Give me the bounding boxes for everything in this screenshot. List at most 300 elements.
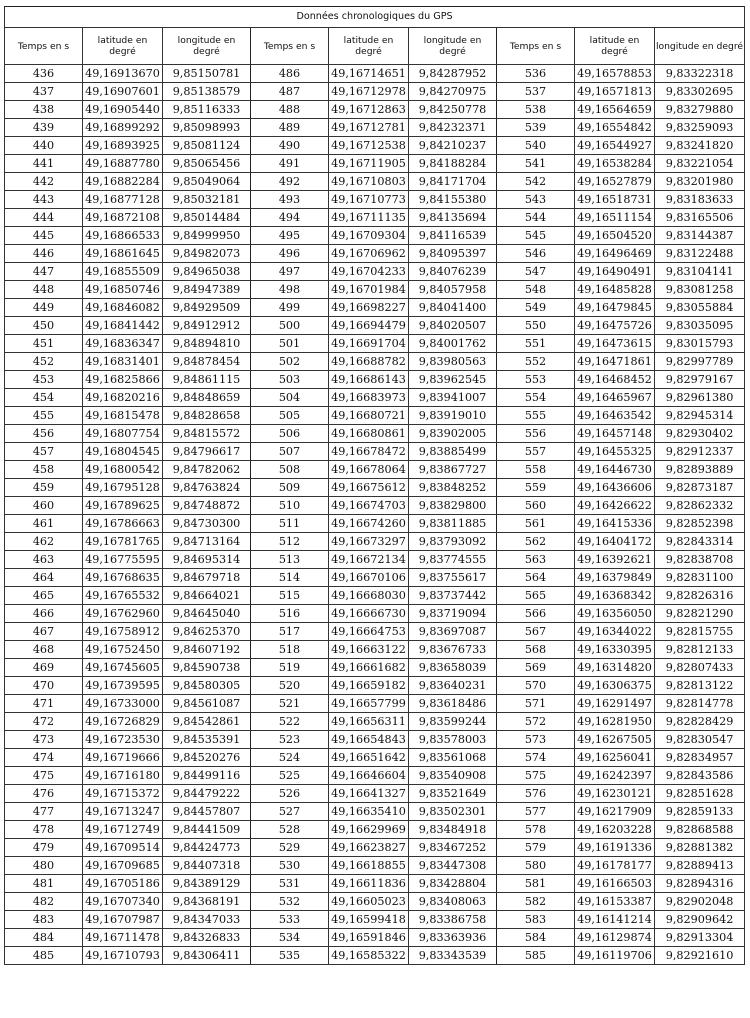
longitude-cell: 9,83144387	[655, 227, 745, 245]
table-row	[5, 551, 745, 569]
time-cell: 526	[251, 785, 329, 803]
longitude-cell: 9,83122488	[655, 245, 745, 263]
time-cell: 443	[5, 191, 83, 209]
longitude-cell: 9,82913304	[655, 929, 745, 947]
header-time: Temps en s	[497, 28, 575, 65]
longitude-cell: 9,83774555	[409, 551, 497, 569]
longitude-cell: 9,84748872	[163, 497, 251, 515]
latitude-cell: 49,16674260	[329, 515, 409, 533]
latitude-cell: 49,16666730	[329, 605, 409, 623]
time-cell: 553	[497, 371, 575, 389]
latitude-cell: 49,16820216	[83, 389, 163, 407]
longitude-cell: 9,85150781	[163, 65, 251, 83]
longitude-cell: 9,84912912	[163, 317, 251, 335]
longitude-cell: 9,85014484	[163, 209, 251, 227]
latitude-cell: 49,16846082	[83, 299, 163, 317]
time-cell: 537	[497, 83, 575, 101]
latitude-cell: 49,16635410	[329, 803, 409, 821]
time-cell: 582	[497, 893, 575, 911]
latitude-cell: 49,16504520	[575, 227, 655, 245]
time-cell: 557	[497, 443, 575, 461]
latitude-cell: 49,16670106	[329, 569, 409, 587]
longitude-cell: 9,83540908	[409, 767, 497, 785]
table-row	[5, 263, 745, 281]
time-cell: 465	[5, 587, 83, 605]
time-cell: 541	[497, 155, 575, 173]
longitude-cell: 9,84580305	[163, 677, 251, 695]
latitude-cell: 49,16688782	[329, 353, 409, 371]
time-cell: 478	[5, 821, 83, 839]
time-cell: 521	[251, 695, 329, 713]
time-cell: 485	[5, 947, 83, 965]
longitude-cell: 9,82807433	[655, 659, 745, 677]
latitude-cell: 49,16291497	[575, 695, 655, 713]
latitude-cell: 49,16716180	[83, 767, 163, 785]
longitude-cell: 9,83279880	[655, 101, 745, 119]
latitude-cell: 49,16825866	[83, 371, 163, 389]
longitude-cell: 9,84763824	[163, 479, 251, 497]
latitude-cell: 49,16659182	[329, 677, 409, 695]
latitude-cell: 49,16585322	[329, 947, 409, 965]
table-row	[5, 65, 745, 83]
latitude-cell: 49,16554842	[575, 119, 655, 137]
latitude-cell: 49,16872108	[83, 209, 163, 227]
time-cell: 581	[497, 875, 575, 893]
header-row	[5, 28, 745, 65]
latitude-cell: 49,16471861	[575, 353, 655, 371]
latitude-cell: 49,16641327	[329, 785, 409, 803]
time-cell: 503	[251, 371, 329, 389]
latitude-cell: 49,16831401	[83, 353, 163, 371]
time-cell: 436	[5, 65, 83, 83]
longitude-cell: 9,84368191	[163, 893, 251, 911]
longitude-cell: 9,84389129	[163, 875, 251, 893]
time-cell: 502	[251, 353, 329, 371]
longitude-cell: 9,84607192	[163, 641, 251, 659]
time-cell: 511	[251, 515, 329, 533]
longitude-cell: 9,82813122	[655, 677, 745, 695]
latitude-cell: 49,16623827	[329, 839, 409, 857]
latitude-cell: 49,16629969	[329, 821, 409, 839]
longitude-cell: 9,83719094	[409, 605, 497, 623]
longitude-cell: 9,84796617	[163, 443, 251, 461]
table-row	[5, 371, 745, 389]
time-cell: 576	[497, 785, 575, 803]
latitude-cell: 49,16675612	[329, 479, 409, 497]
longitude-cell: 9,82997789	[655, 353, 745, 371]
longitude-cell: 9,82831100	[655, 569, 745, 587]
time-cell: 520	[251, 677, 329, 695]
longitude-cell: 9,84135694	[409, 209, 497, 227]
table-row	[5, 227, 745, 245]
longitude-cell: 9,82812133	[655, 641, 745, 659]
time-cell: 545	[497, 227, 575, 245]
time-cell: 477	[5, 803, 83, 821]
time-cell: 504	[251, 389, 329, 407]
longitude-cell: 9,83980563	[409, 353, 497, 371]
table-row	[5, 479, 745, 497]
longitude-cell: 9,82945314	[655, 407, 745, 425]
latitude-cell: 49,16605023	[329, 893, 409, 911]
time-cell: 446	[5, 245, 83, 263]
longitude-cell: 9,84561087	[163, 695, 251, 713]
longitude-cell: 9,84407318	[163, 857, 251, 875]
table-row	[5, 947, 745, 965]
latitude-cell: 49,16217909	[575, 803, 655, 821]
longitude-cell: 9,82859133	[655, 803, 745, 821]
longitude-cell: 9,84982073	[163, 245, 251, 263]
latitude-cell: 49,16544927	[575, 137, 655, 155]
latitude-cell: 49,16673297	[329, 533, 409, 551]
time-cell: 552	[497, 353, 575, 371]
time-cell: 555	[497, 407, 575, 425]
longitude-cell: 9,82889413	[655, 857, 745, 875]
time-cell: 579	[497, 839, 575, 857]
table-row	[5, 731, 745, 749]
latitude-cell: 49,16661682	[329, 659, 409, 677]
latitude-cell: 49,16836347	[83, 335, 163, 353]
latitude-cell: 49,16678472	[329, 443, 409, 461]
time-cell: 467	[5, 623, 83, 641]
table-row	[5, 785, 745, 803]
time-cell: 457	[5, 443, 83, 461]
latitude-cell: 49,16599418	[329, 911, 409, 929]
table-row	[5, 137, 745, 155]
longitude-cell: 9,83055884	[655, 299, 745, 317]
table-row	[5, 101, 745, 119]
latitude-cell: 49,16733000	[83, 695, 163, 713]
longitude-cell: 9,85049064	[163, 173, 251, 191]
time-cell: 554	[497, 389, 575, 407]
gps-data-page	[4, 6, 744, 965]
time-cell: 499	[251, 299, 329, 317]
latitude-cell: 49,16166503	[575, 875, 655, 893]
latitude-cell: 49,16781765	[83, 533, 163, 551]
latitude-cell: 49,16379849	[575, 569, 655, 587]
latitude-cell: 49,16485828	[575, 281, 655, 299]
latitude-cell: 49,16713247	[83, 803, 163, 821]
longitude-cell: 9,84001762	[409, 335, 497, 353]
latitude-cell: 49,16850746	[83, 281, 163, 299]
time-cell: 572	[497, 713, 575, 731]
latitude-cell: 49,16663122	[329, 641, 409, 659]
time-cell: 510	[251, 497, 329, 515]
longitude-cell: 9,84695314	[163, 551, 251, 569]
time-cell: 488	[251, 101, 329, 119]
time-cell: 495	[251, 227, 329, 245]
latitude-cell: 49,16203228	[575, 821, 655, 839]
time-cell: 535	[251, 947, 329, 965]
latitude-cell: 49,16242397	[575, 767, 655, 785]
latitude-cell: 49,16527879	[575, 173, 655, 191]
time-cell: 559	[497, 479, 575, 497]
time-cell: 556	[497, 425, 575, 443]
longitude-cell: 9,82868588	[655, 821, 745, 839]
table-row	[5, 119, 745, 137]
time-cell: 461	[5, 515, 83, 533]
longitude-cell: 9,83201980	[655, 173, 745, 191]
time-cell: 522	[251, 713, 329, 731]
longitude-cell: 9,83829800	[409, 497, 497, 515]
time-cell: 437	[5, 83, 83, 101]
latitude-cell: 49,16426622	[575, 497, 655, 515]
longitude-cell: 9,83755617	[409, 569, 497, 587]
table-body	[5, 65, 745, 965]
time-cell: 494	[251, 209, 329, 227]
time-cell: 438	[5, 101, 83, 119]
latitude-cell: 49,16267505	[575, 731, 655, 749]
longitude-cell: 9,83343539	[409, 947, 497, 965]
latitude-cell: 49,16618855	[329, 857, 409, 875]
latitude-cell: 49,16709514	[83, 839, 163, 857]
time-cell: 486	[251, 65, 329, 83]
longitude-cell: 9,84782062	[163, 461, 251, 479]
longitude-cell: 9,84947389	[163, 281, 251, 299]
latitude-cell: 49,16758912	[83, 623, 163, 641]
time-cell: 585	[497, 947, 575, 965]
latitude-cell: 49,16815478	[83, 407, 163, 425]
latitude-cell: 49,16861645	[83, 245, 163, 263]
header-longitude: longitude en degré	[409, 28, 497, 65]
table-row	[5, 893, 745, 911]
longitude-cell: 9,83408063	[409, 893, 497, 911]
latitude-cell: 49,16392621	[575, 551, 655, 569]
time-cell: 515	[251, 587, 329, 605]
time-cell: 528	[251, 821, 329, 839]
time-cell: 464	[5, 569, 83, 587]
table-row	[5, 659, 745, 677]
latitude-cell: 49,16715372	[83, 785, 163, 803]
longitude-cell: 9,84894810	[163, 335, 251, 353]
longitude-cell: 9,84287952	[409, 65, 497, 83]
time-cell: 447	[5, 263, 83, 281]
longitude-cell: 9,82821290	[655, 605, 745, 623]
time-cell: 540	[497, 137, 575, 155]
latitude-cell: 49,16712781	[329, 119, 409, 137]
longitude-cell: 9,84457807	[163, 803, 251, 821]
latitude-cell: 49,16368342	[575, 587, 655, 605]
longitude-cell: 9,84815572	[163, 425, 251, 443]
latitude-cell: 49,16907601	[83, 83, 163, 101]
longitude-cell: 9,83811885	[409, 515, 497, 533]
longitude-cell: 9,83165506	[655, 209, 745, 227]
latitude-cell: 49,16719666	[83, 749, 163, 767]
latitude-cell: 49,16707340	[83, 893, 163, 911]
latitude-cell: 49,16710773	[329, 191, 409, 209]
longitude-cell: 9,84020507	[409, 317, 497, 335]
table-row	[5, 767, 745, 785]
longitude-cell: 9,84878454	[163, 353, 251, 371]
time-cell: 534	[251, 929, 329, 947]
longitude-cell: 9,83302695	[655, 83, 745, 101]
latitude-cell: 49,16473615	[575, 335, 655, 353]
time-cell: 543	[497, 191, 575, 209]
time-cell: 574	[497, 749, 575, 767]
longitude-cell: 9,84347033	[163, 911, 251, 929]
latitude-cell: 49,16877128	[83, 191, 163, 209]
latitude-cell: 49,16356050	[575, 605, 655, 623]
longitude-cell: 9,84499116	[163, 767, 251, 785]
latitude-cell: 49,16855509	[83, 263, 163, 281]
latitude-cell: 49,16496469	[575, 245, 655, 263]
longitude-cell: 9,84326833	[163, 929, 251, 947]
longitude-cell: 9,85116333	[163, 101, 251, 119]
longitude-cell: 9,83467252	[409, 839, 497, 857]
longitude-cell: 9,82834957	[655, 749, 745, 767]
time-cell: 482	[5, 893, 83, 911]
time-cell: 562	[497, 533, 575, 551]
latitude-cell: 49,16701984	[329, 281, 409, 299]
longitude-cell: 9,82843586	[655, 767, 745, 785]
longitude-cell: 9,82893889	[655, 461, 745, 479]
longitude-cell: 9,82873187	[655, 479, 745, 497]
latitude-cell: 49,16768635	[83, 569, 163, 587]
longitude-cell: 9,84679718	[163, 569, 251, 587]
time-cell: 530	[251, 857, 329, 875]
time-cell: 507	[251, 443, 329, 461]
time-cell: 456	[5, 425, 83, 443]
longitude-cell: 9,84479222	[163, 785, 251, 803]
latitude-cell: 49,16712978	[329, 83, 409, 101]
longitude-cell: 9,83521649	[409, 785, 497, 803]
table-row	[5, 299, 745, 317]
latitude-cell: 49,16465967	[575, 389, 655, 407]
time-cell: 525	[251, 767, 329, 785]
time-cell: 458	[5, 461, 83, 479]
longitude-cell: 9,83599244	[409, 713, 497, 731]
longitude-cell: 9,82828429	[655, 713, 745, 731]
table-row	[5, 857, 745, 875]
time-cell: 479	[5, 839, 83, 857]
time-cell: 514	[251, 569, 329, 587]
longitude-cell: 9,82894316	[655, 875, 745, 893]
time-cell: 551	[497, 335, 575, 353]
latitude-cell: 49,16707987	[83, 911, 163, 929]
table-row	[5, 623, 745, 641]
latitude-cell: 49,16804545	[83, 443, 163, 461]
latitude-cell: 49,16710793	[83, 947, 163, 965]
longitude-cell: 9,83502301	[409, 803, 497, 821]
longitude-cell: 9,83640231	[409, 677, 497, 695]
longitude-cell: 9,82826316	[655, 587, 745, 605]
time-cell: 527	[251, 803, 329, 821]
longitude-cell: 9,83618486	[409, 695, 497, 713]
latitude-cell: 49,16344022	[575, 623, 655, 641]
table-row	[5, 155, 745, 173]
latitude-cell: 49,16446730	[575, 461, 655, 479]
longitude-cell: 9,84306411	[163, 947, 251, 965]
latitude-cell: 49,16694479	[329, 317, 409, 335]
header-latitude: latitude en degré	[575, 28, 655, 65]
longitude-cell: 9,84116539	[409, 227, 497, 245]
longitude-cell: 9,85098993	[163, 119, 251, 137]
table-row	[5, 407, 745, 425]
longitude-cell: 9,84713164	[163, 533, 251, 551]
latitude-cell: 49,16178177	[575, 857, 655, 875]
latitude-cell: 49,16463542	[575, 407, 655, 425]
longitude-cell: 9,84848659	[163, 389, 251, 407]
longitude-cell: 9,83259093	[655, 119, 745, 137]
longitude-cell: 9,83183633	[655, 191, 745, 209]
longitude-cell: 9,84188284	[409, 155, 497, 173]
longitude-cell: 9,82843314	[655, 533, 745, 551]
time-cell: 492	[251, 173, 329, 191]
longitude-cell: 9,82930402	[655, 425, 745, 443]
table-row	[5, 569, 745, 587]
table-row	[5, 209, 745, 227]
latitude-cell: 49,16468452	[575, 371, 655, 389]
time-cell: 568	[497, 641, 575, 659]
time-cell: 529	[251, 839, 329, 857]
longitude-cell: 9,84250778	[409, 101, 497, 119]
latitude-cell: 49,16129874	[575, 929, 655, 947]
time-cell: 483	[5, 911, 83, 929]
longitude-cell: 9,82912337	[655, 443, 745, 461]
latitude-cell: 49,16490491	[575, 263, 655, 281]
time-cell: 512	[251, 533, 329, 551]
time-cell: 487	[251, 83, 329, 101]
latitude-cell: 49,16591846	[329, 929, 409, 947]
time-cell: 570	[497, 677, 575, 695]
time-cell: 444	[5, 209, 83, 227]
time-cell: 500	[251, 317, 329, 335]
latitude-cell: 49,16646604	[329, 767, 409, 785]
table-title: Données chronologiques du GPS	[5, 7, 745, 28]
latitude-cell: 49,16705186	[83, 875, 163, 893]
longitude-cell: 9,82902048	[655, 893, 745, 911]
time-cell: 459	[5, 479, 83, 497]
longitude-cell: 9,85065456	[163, 155, 251, 173]
latitude-cell: 49,16680861	[329, 425, 409, 443]
table-row	[5, 425, 745, 443]
table-row	[5, 695, 745, 713]
longitude-cell: 9,83561068	[409, 749, 497, 767]
latitude-cell: 49,16683973	[329, 389, 409, 407]
longitude-cell: 9,83241820	[655, 137, 745, 155]
latitude-cell: 49,16564659	[575, 101, 655, 119]
time-cell: 442	[5, 173, 83, 191]
latitude-cell: 49,16256041	[575, 749, 655, 767]
table-row	[5, 497, 745, 515]
longitude-cell: 9,84076239	[409, 263, 497, 281]
time-cell: 539	[497, 119, 575, 137]
time-cell: 473	[5, 731, 83, 749]
latitude-cell: 49,16141214	[575, 911, 655, 929]
time-cell: 449	[5, 299, 83, 317]
latitude-cell: 49,16281950	[575, 713, 655, 731]
time-cell: 496	[251, 245, 329, 263]
latitude-cell: 49,16656311	[329, 713, 409, 731]
longitude-cell: 9,83447308	[409, 857, 497, 875]
longitude-cell: 9,84057958	[409, 281, 497, 299]
time-cell: 490	[251, 137, 329, 155]
latitude-cell: 49,16807754	[83, 425, 163, 443]
time-cell: 498	[251, 281, 329, 299]
header-time: Temps en s	[5, 28, 83, 65]
time-cell: 471	[5, 695, 83, 713]
latitude-cell: 49,16691704	[329, 335, 409, 353]
time-cell: 440	[5, 137, 83, 155]
longitude-cell: 9,83867727	[409, 461, 497, 479]
latitude-cell: 49,16538284	[575, 155, 655, 173]
longitude-cell: 9,84155380	[409, 191, 497, 209]
longitude-cell: 9,85032181	[163, 191, 251, 209]
time-cell: 463	[5, 551, 83, 569]
time-cell: 580	[497, 857, 575, 875]
time-cell: 497	[251, 263, 329, 281]
longitude-cell: 9,85081124	[163, 137, 251, 155]
table-row	[5, 191, 745, 209]
